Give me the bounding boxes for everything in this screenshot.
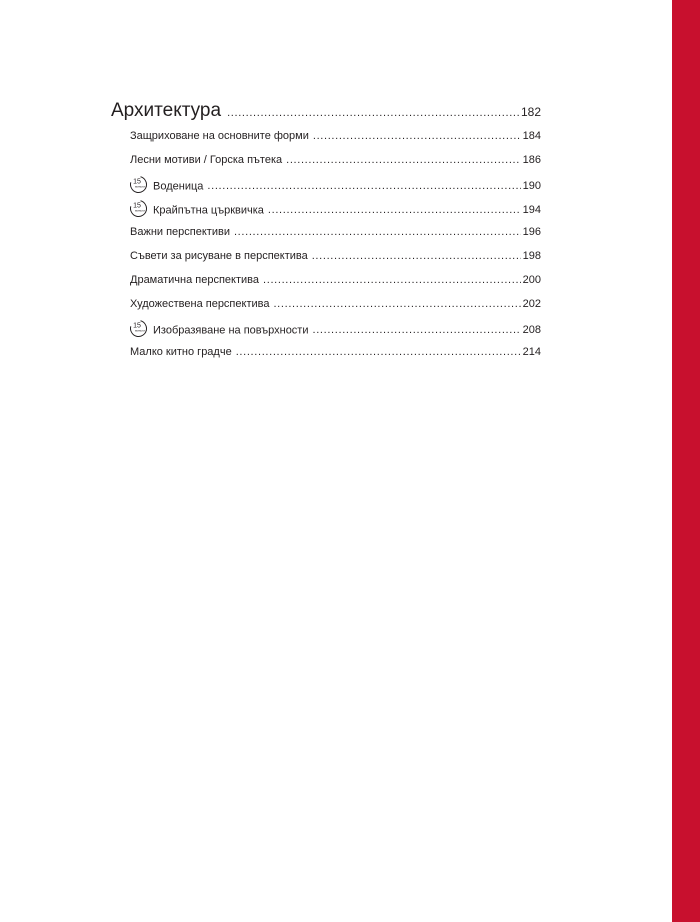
toc-entry-label: [130, 178, 207, 195]
toc-entry-page-number: 196: [522, 226, 541, 238]
badge-number: 15: [133, 178, 141, 186]
dot-leader: [313, 324, 521, 336]
toc-entry-page-number: 214: [522, 346, 541, 358]
toc-entry-text: Воденица: [153, 180, 204, 193]
toc-entry[interactable]: [130, 202, 541, 226]
section-page-number: 182: [520, 105, 541, 119]
dot-leader: [273, 298, 520, 310]
toc-entry[interactable]: [130, 178, 541, 202]
table-of-contents: [111, 100, 541, 370]
toc-entry[interactable]: [130, 274, 541, 298]
dot-leader: [207, 180, 520, 192]
toc-entry[interactable]: [130, 226, 541, 250]
dot-leader: [313, 130, 521, 142]
badge-unit: минути: [135, 328, 145, 333]
toc-entry-label: Драматична перспектива: [130, 274, 260, 286]
dot-leader: [236, 346, 521, 358]
toc-entry-label: Съвети за рисуване в перспектива: [130, 250, 308, 262]
toc-entry[interactable]: [130, 154, 541, 178]
toc-entry-label: Художествена перспектива: [130, 298, 270, 310]
toc-entry-page-number: 194: [522, 204, 541, 217]
toc-entry-page-number: 190: [522, 180, 541, 193]
toc-entry[interactable]: [130, 298, 541, 322]
toc-section-heading[interactable]: [111, 100, 541, 128]
badge-number: 15: [133, 322, 141, 330]
toc-entry-label: Малко китно градче: [130, 346, 232, 358]
dot-leader: [312, 250, 521, 262]
toc-entry-page-number: 200: [522, 274, 541, 286]
toc-entry[interactable]: [130, 346, 541, 370]
toc-entry-page-number: 202: [522, 298, 541, 310]
red-side-bar: [672, 0, 700, 922]
toc-entry-text: Изобразяване на повърхности: [153, 324, 309, 337]
toc-entry-label: [130, 202, 268, 219]
toc-entry-page-number: 198: [522, 250, 541, 262]
toc-entry-text: Крайпътна църквичка: [153, 204, 264, 217]
section-title: Архитектура: [111, 100, 222, 121]
badge-unit: минути: [135, 208, 145, 213]
dot-leader: [268, 204, 521, 216]
dot-leader: [234, 226, 521, 238]
toc-entry-label: Лесни мотиви / Горска пътека: [130, 154, 283, 166]
toc-entry-label: [130, 322, 313, 339]
toc-entry-label: Защриховане на основните форми: [130, 130, 309, 142]
toc-entry-label: Важни перспективи: [130, 226, 230, 238]
toc-entry-page-number: 184: [522, 130, 541, 142]
toc-entry[interactable]: [130, 250, 541, 274]
badge-number: 15: [133, 202, 141, 210]
dot-leader: [227, 107, 519, 119]
toc-entry-page-number: 208: [522, 324, 541, 337]
dot-leader: [263, 274, 521, 286]
dot-leader: [286, 154, 521, 166]
toc-entry[interactable]: [130, 322, 541, 346]
toc-entry[interactable]: [130, 130, 541, 154]
badge-unit: минути: [135, 184, 145, 189]
toc-entry-page-number: 186: [522, 154, 541, 166]
